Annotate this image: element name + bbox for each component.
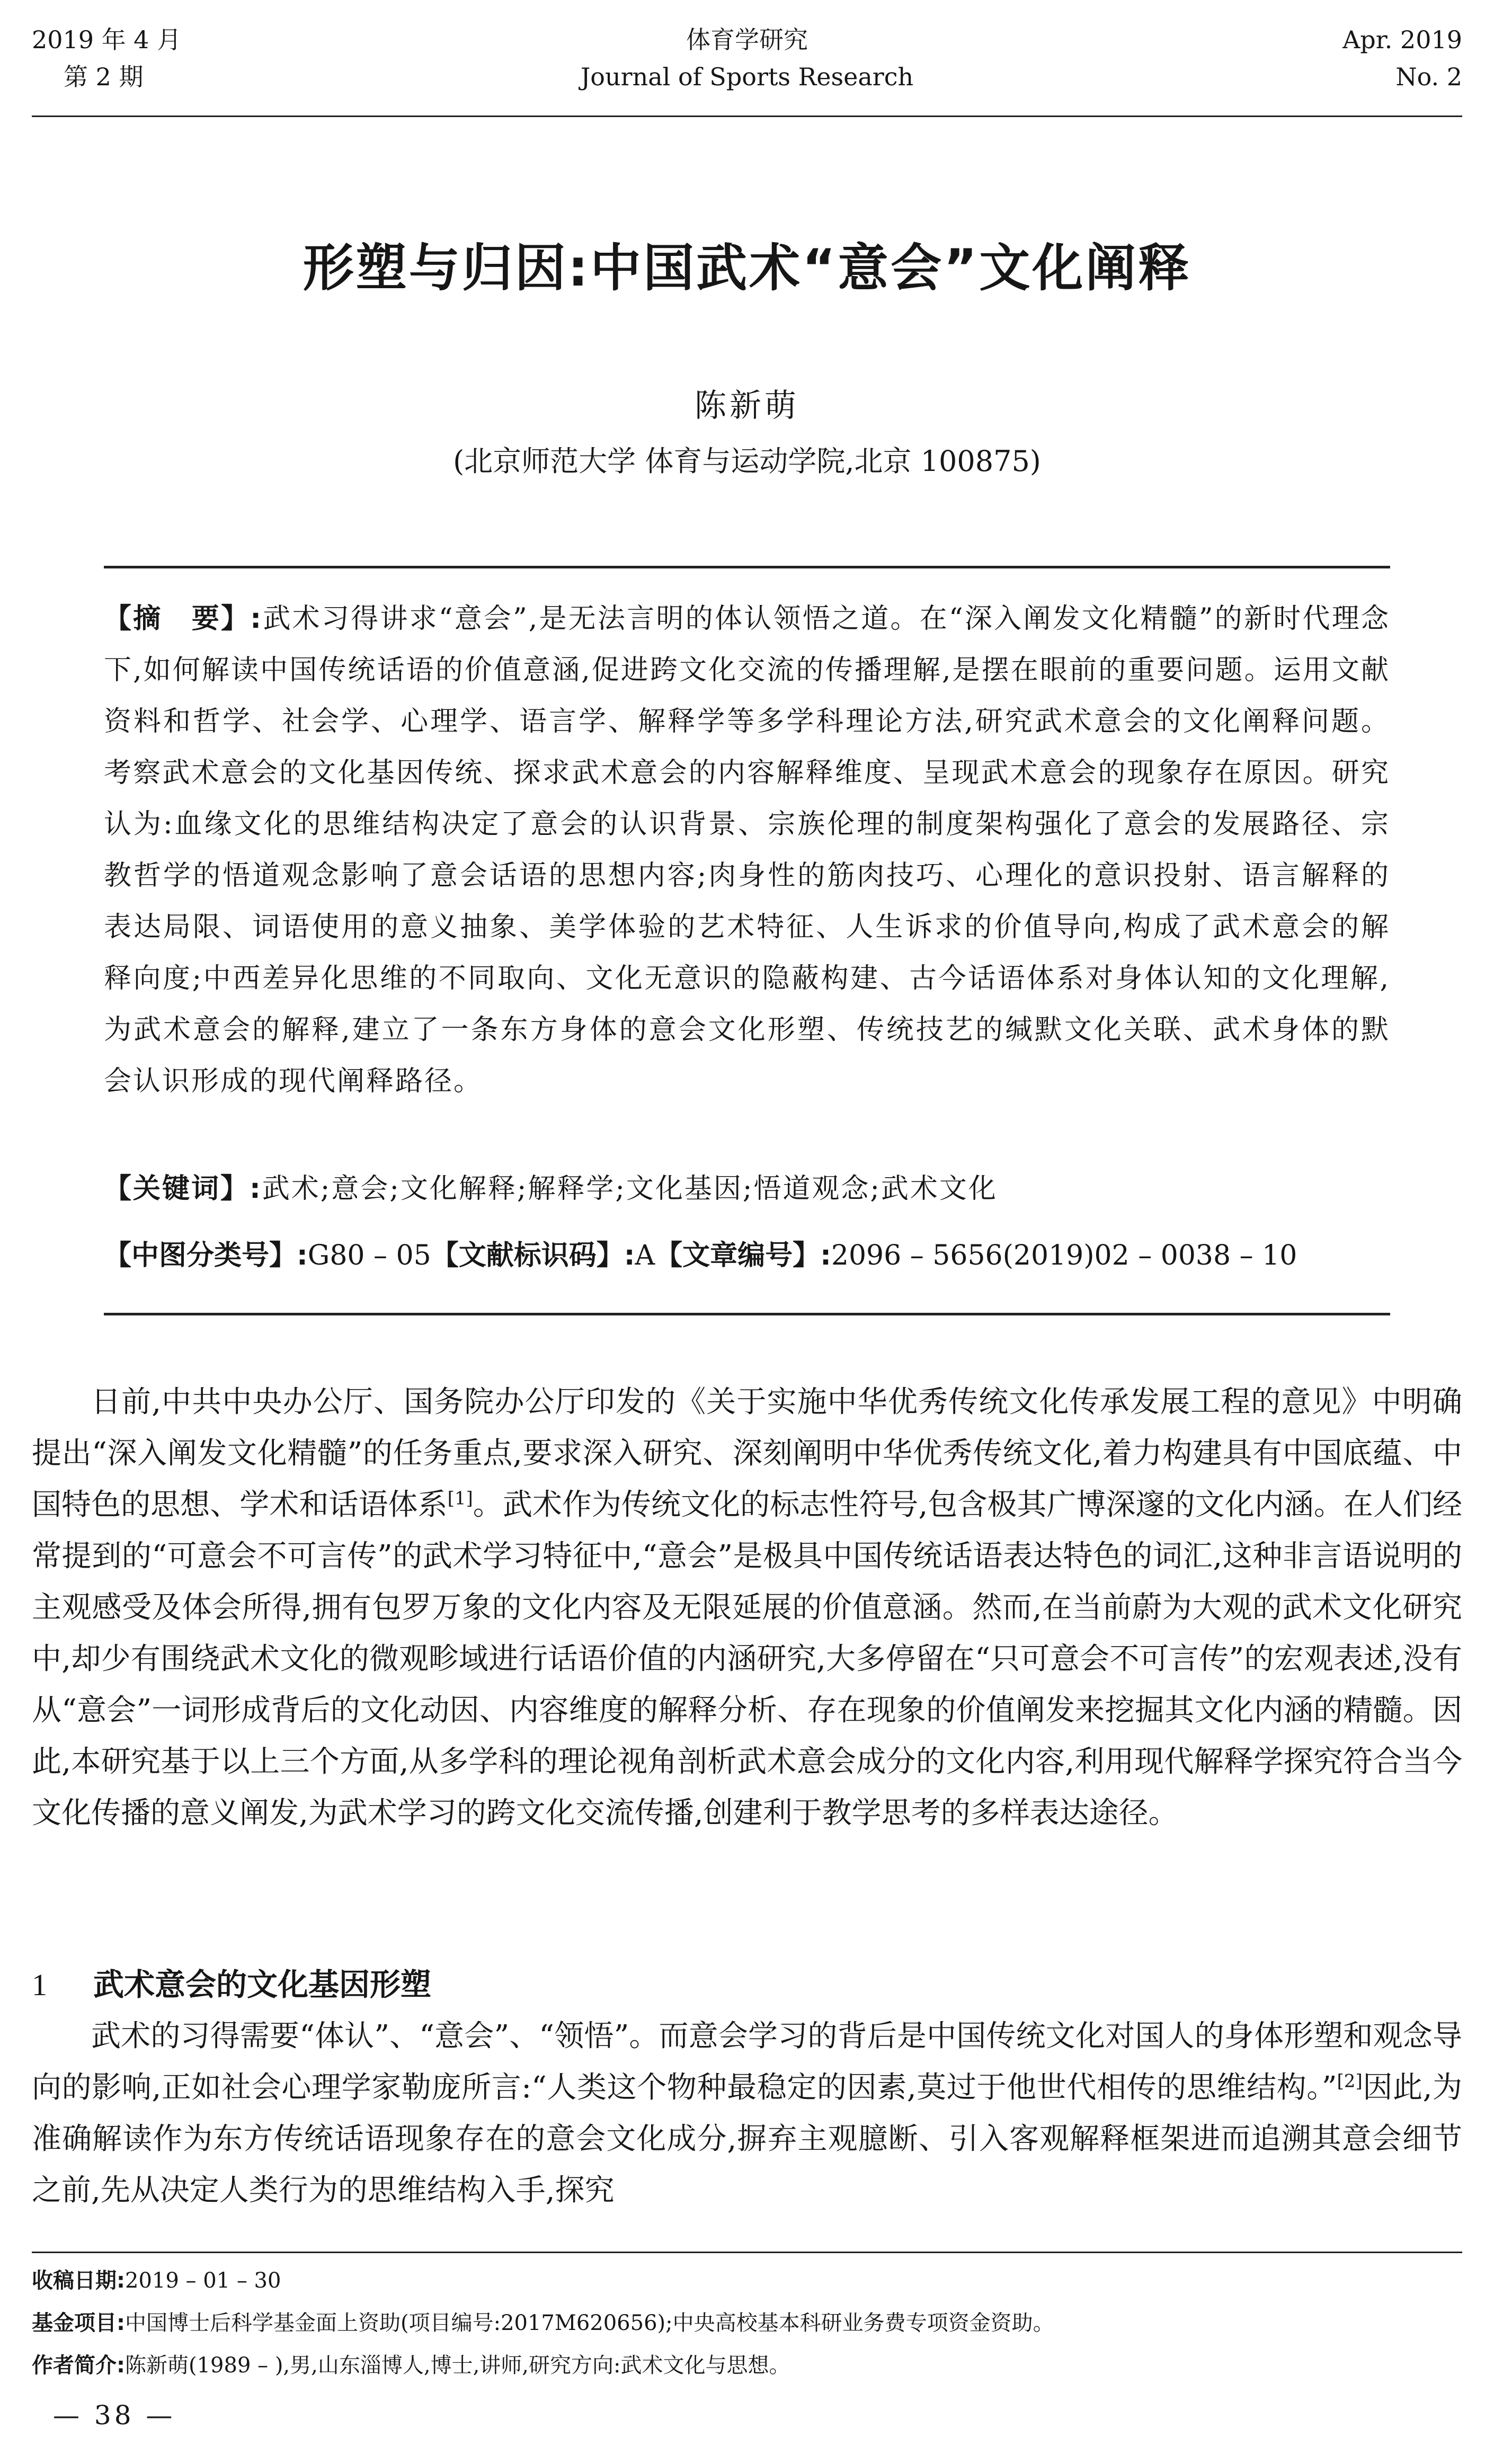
footnote-author-bio	[32, 2350, 1462, 2381]
section-number: 1	[32, 1968, 47, 2002]
page-number: — 38 —	[53, 2400, 176, 2431]
clc-value: G80 – 05	[307, 1240, 431, 1271]
received-label: 收稿日期:	[32, 2269, 125, 2293]
keywords-label: 【关键词】:	[104, 1173, 262, 1205]
bio-text: 陈新萌(1989 – ),男,山东淄博人,博士,讲师,研究方向:武术文化与思想。	[125, 2353, 790, 2378]
header-date-cn: 2019 年 4 月	[32, 25, 182, 54]
header-issue-cn: 第 2 期	[64, 63, 144, 91]
running-header-right	[1342, 21, 1462, 95]
abstract-label: 【摘 要】:	[104, 603, 263, 635]
keywords-text: 武术;意会;文化解释;解释学;文化基因;悟道观念;武术文化	[262, 1173, 998, 1205]
footnote-received	[32, 2265, 1462, 2297]
footnote-fund	[32, 2307, 1462, 2339]
received-date: 2019 – 01 – 30	[125, 2269, 281, 2293]
abstract-top-rule	[104, 566, 1390, 568]
section-heading-1	[32, 1959, 431, 2011]
p1-text-b: 。武术作为传统文化的标志性符号,包含极其广博深邃的文化内涵。在人们经常提到的“可意会不可言传”的武术学习特征中,“意会”是极具中国传统话语表达特色的词汇,这种非言语说明的主观感受及体会所得,拥有包罗万象的文化内容及无限延展的价值意涵。然而,在当前蔚为大观的武术文化研究中,却少有围绕武术文化的微观畛域进行话语价值的内涵研究,大多停留在“只可意会不可言传”的宏观表述,没有从“意会”一词形成背后的文化动因、内容维度的解释分析、存在现象的价值阐发来挖掘其文化内涵的精髓。因此,本研究基于以上三个方面,从多学科的理论视角剖析武术意会成分的文化内容,利用现代解释学探究符合当今文化传播的意义阐发,为武术学习的跨文化交流传播,创建利于教学思考的多样表达途径。	[32, 1488, 1462, 1830]
p1-text-a: 日前,中共中央办公厅、国务院办公厅印发的《关于实施中华优秀传统文化传承发展工程的意见》中明确提出“深入阐发文化精髓”的任务重点,要求深入研究、深刻阐明中华优秀传统文化,着力构建具有中国底蕴、中国特色的思想、学术和话语体系	[32, 1385, 1462, 1522]
journal-name-en: Journal of Sports Research	[580, 63, 914, 91]
article-no-label: 【文章编号】:	[655, 1240, 831, 1271]
running-header-center	[0, 21, 1494, 95]
classification-line	[104, 1230, 1390, 1282]
author-affiliation: (北京师范大学 体育与运动学院,北京 100875)	[453, 444, 1041, 478]
header-date-en: Apr. 2019	[1342, 25, 1462, 54]
header-divider	[32, 115, 1462, 117]
citation-1: [1]	[447, 1488, 473, 1509]
article-title: 形塑与归因:中国武术“意会”文化阐释	[303, 238, 1191, 298]
journal-name-cn: 体育学研究	[686, 25, 808, 54]
doc-code-value: A	[635, 1240, 655, 1271]
article-no-value: 2096 – 5656(2019)02 – 0038 – 10	[831, 1240, 1297, 1271]
keywords-block	[104, 1163, 1390, 1215]
header-issue-en: No. 2	[1395, 63, 1462, 91]
citation-2: [2]	[1337, 2070, 1363, 2092]
author-name: 陈新萌	[695, 387, 799, 424]
clc-label: 【中图分类号】:	[104, 1240, 308, 1271]
fund-label: 基金项目:	[32, 2311, 125, 2335]
abstract-block	[104, 593, 1390, 1107]
fund-text: 中国博士后科学基金面上资助(项目编号:2017M620656);中央高校基本科研业务费专项资金资助。	[125, 2311, 1054, 2335]
bio-label: 作者简介:	[32, 2353, 125, 2378]
section-title: 武术意会的文化基因形塑	[93, 1967, 432, 2003]
abstract-text: 武术习得讲求“意会”,是无法言明的体认领悟之道。在“深入阐发文化精髓”的新时代理念下,如何解读中国传统话语的价值意涵,促进跨文化交流的传播理解,是摆在眼前的重要问题。运用文献资料和哲学、社会学、心理学、语言学、解释学等多学科理论方法,研究武术意会的文化阐释问题。考察武术意会的文化基因传统、探求武术意会的内容解释维度、呈现武术意会的现象存在原因。研究认为:血缘文化的思维结构决定了意会的认识背景、宗族伦理的制度架构强化了意会的发展路径、宗教哲学的悟道观念影响了意会话语的思想内容;肉身性的筋肉技巧、心理化的意识投射、语言解释的表达局限、词语使用的意义抽象、美学体验的艺术特征、人生诉求的价值导向,构成了武术意会的解释向度;中西差异化思维的不同取向、文化无意识的隐蔽构建、古今话语体系对身体认知的文化理解,为武术意会的解释,建立了一条东方身体的意会文化形塑、传统技艺的缄默文化关联、武术身体的默会认识形成的现代阐释路径。	[104, 603, 1390, 1097]
p2-text-b: 因此,为准确解读作为东方传统话语现象存在的意会文化成分,摒弃主观臆断、引入客观解释框架进而追溯其意会细节之前,先从决定人类行为的思维结构入手,探究	[32, 2070, 1462, 2208]
body-paragraph-2	[32, 2011, 1462, 2216]
doc-code-label: 【文献标识码】:	[431, 1240, 635, 1271]
footnote-divider	[32, 2252, 1462, 2253]
abstract-bottom-rule	[104, 1313, 1390, 1315]
body-paragraph-1	[32, 1376, 1462, 1839]
p2-text-a: 武术的习得需要“体认”、“意会”、“领悟”。而意会学习的背后是中国传统文化对国人的身体形塑和观念导向的影响,正如社会心理学家勒庞所言:“人类这个物种最稳定的因素,莫过于他世代相传的思维结构。”	[32, 2019, 1462, 2105]
